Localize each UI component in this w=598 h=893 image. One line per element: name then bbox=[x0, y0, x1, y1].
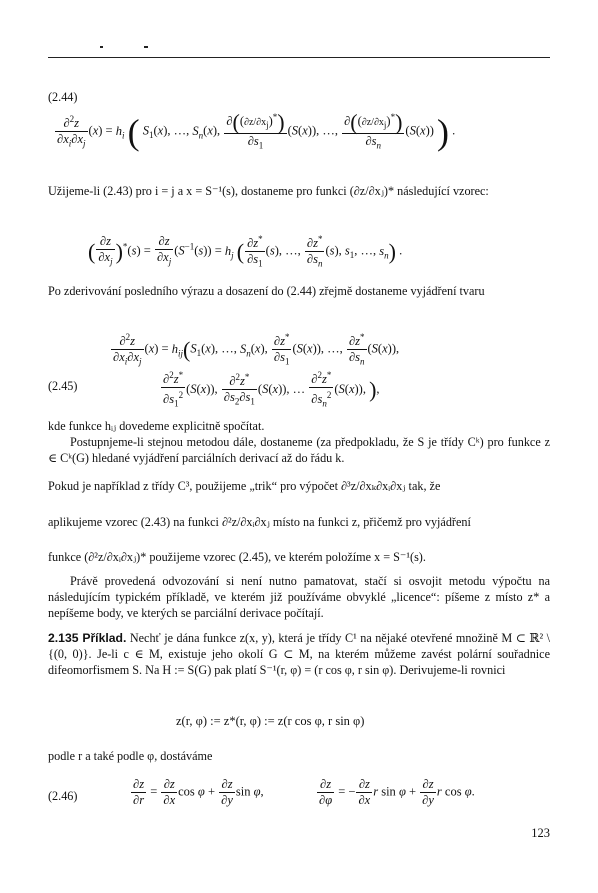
equation-polar: z(r, φ) := z*(r, φ) := z(r cos φ, r sin φ) bbox=[176, 714, 365, 728]
paragraph: podle r a také podle φ, dostáváme bbox=[48, 749, 213, 763]
paragraph: Právě provedená odvozování si není nutno pamatovat, stačí si osvojit metodu výpočtu na následujícím typickém příkladě, ve kterém již používáme obvyklé „licence“: píšeme z místo z* a nepíšeme body, ve kterých se parciální derivace počítají. bbox=[48, 574, 550, 620]
equation-2-46-left: $\frac{\partial z}{\partial r}$ = $\frac{\partial z}{\partial x}$ cos φ + $\frac{\partial z}{\partial y}$ sin φ, bbox=[133, 777, 264, 807]
equation-2-44: $\frac{\partial^2z}{\partial x_i\partial x_j}$ $(x) = h_i$ ( $S_1(x)$, …, $S_n(x)$, $\frac{\partial((\partial z/\partial xj)^*)}{\partial s_1}$ (S(x)), …, $\frac{\partial((\partial z/\partial xj)^*)}{\partial s_n}$ (S(x)) ) . bbox=[57, 109, 456, 152]
equation-hj: ( $\frac{\partial z}{\partial x_j}$ )*(s) = $\frac{\partial z}{\partial x_j}$ $(S^{-1}(s)) = h_j$ ( $\frac{\partial z^*}{\partial s_1}$ (s), …, $\frac{\partial z^*}{\partial s_n}$ (s), $s_1$, …, $s_n$) . bbox=[88, 234, 403, 269]
eq-label-2-45: (2.45) bbox=[48, 379, 78, 393]
equation-2-45-line2: $\frac{\partial^2z^*}{\partial s_1^2}$ (S(x)), $\frac{\partial^2z^*}{\partial s_2\partial s_1}$ (S(x)), … $\frac{\partial^2z^*}{\partial s_n^2}$ (S(x)), ), bbox=[163, 370, 380, 409]
example-heading: 2.135 Příklad. bbox=[48, 631, 127, 645]
paragraph: funkce (∂²z/∂xᵢ∂xⱼ)* použijeme vzorec (2.45), ve kterém položíme x = S⁻¹(s). bbox=[48, 550, 426, 564]
example-paragraph bbox=[48, 630, 550, 678]
header-rule bbox=[48, 57, 550, 58]
eq-label-2-44: (2.44) bbox=[48, 90, 78, 104]
equation-2-46-right: $\frac{\partial z}{\partial\varphi}$ = − $\frac{\partial z}{\partial x}$ r sin φ + $\frac{\partial z}{\partial y}$ r cos φ. bbox=[319, 777, 475, 807]
example-text: Nechť je dána funkce z(x, y), která je třídy C¹ na nějaké otevřené množině M ⊂ ℝ² \ {(0, 0)}. Je-li c ∈ M, existuje jeho okolí G ⊂ M, na kterém můžeme zavést polární souřadnice difeomorfismem S. Na H := S(G) pak platí S⁻¹(r, φ) = (r cos φ, r sin φ). Derivujeme-li rovnici bbox=[48, 631, 551, 677]
paragraph: Užijeme-li (2.43) pro i = j a x = S⁻¹(s), dostaneme pro funkci (∂z/∂xⱼ)* následující vzorec: bbox=[48, 184, 489, 198]
header-mark bbox=[144, 46, 148, 48]
paragraph: Postupnjeme-li stejnou metodou dále, dostaneme (za předpokladu, že S je třídy Cᵏ) pro funkce z ∈ Cᵏ(G) hledané vyjádření parciálních derivací až do řádu k. bbox=[48, 435, 550, 465]
header-mark bbox=[100, 46, 103, 48]
eq-label-2-46: (2.46) bbox=[48, 789, 78, 803]
paragraph: Pokud je například z třídy C³, použijeme „trik“ pro výpočet ∂³z/∂xₖ∂xᵢ∂xⱼ tak, že bbox=[48, 479, 441, 493]
equation-2-45-line1: $\frac{\partial^2z}{\partial x_i\partial x_j}$ $(x) = h_{ij}(S_1(x)$, …, $S_n(x)$, $\frac{\partial z^*}{\partial s_1}$ (S(x)), …, $\frac{\partial z^*}{\partial s_n}$ (S(x)), bbox=[113, 332, 400, 367]
paragraph: aplikujeme vzorec (2.43) na funkci ∂²z/∂xᵢ∂xⱼ místo na funkci z, přičemž pro vyjádření bbox=[48, 515, 471, 529]
paragraph: kde funkce hᵢⱼ dovedeme explicitně spočítat. bbox=[48, 419, 265, 433]
paragraph: Po zderivování posledního výrazu a dosazení do (2.44) zřejmě dostaneme vyjádření tvaru bbox=[48, 284, 485, 298]
page-number: 123 bbox=[531, 826, 550, 840]
